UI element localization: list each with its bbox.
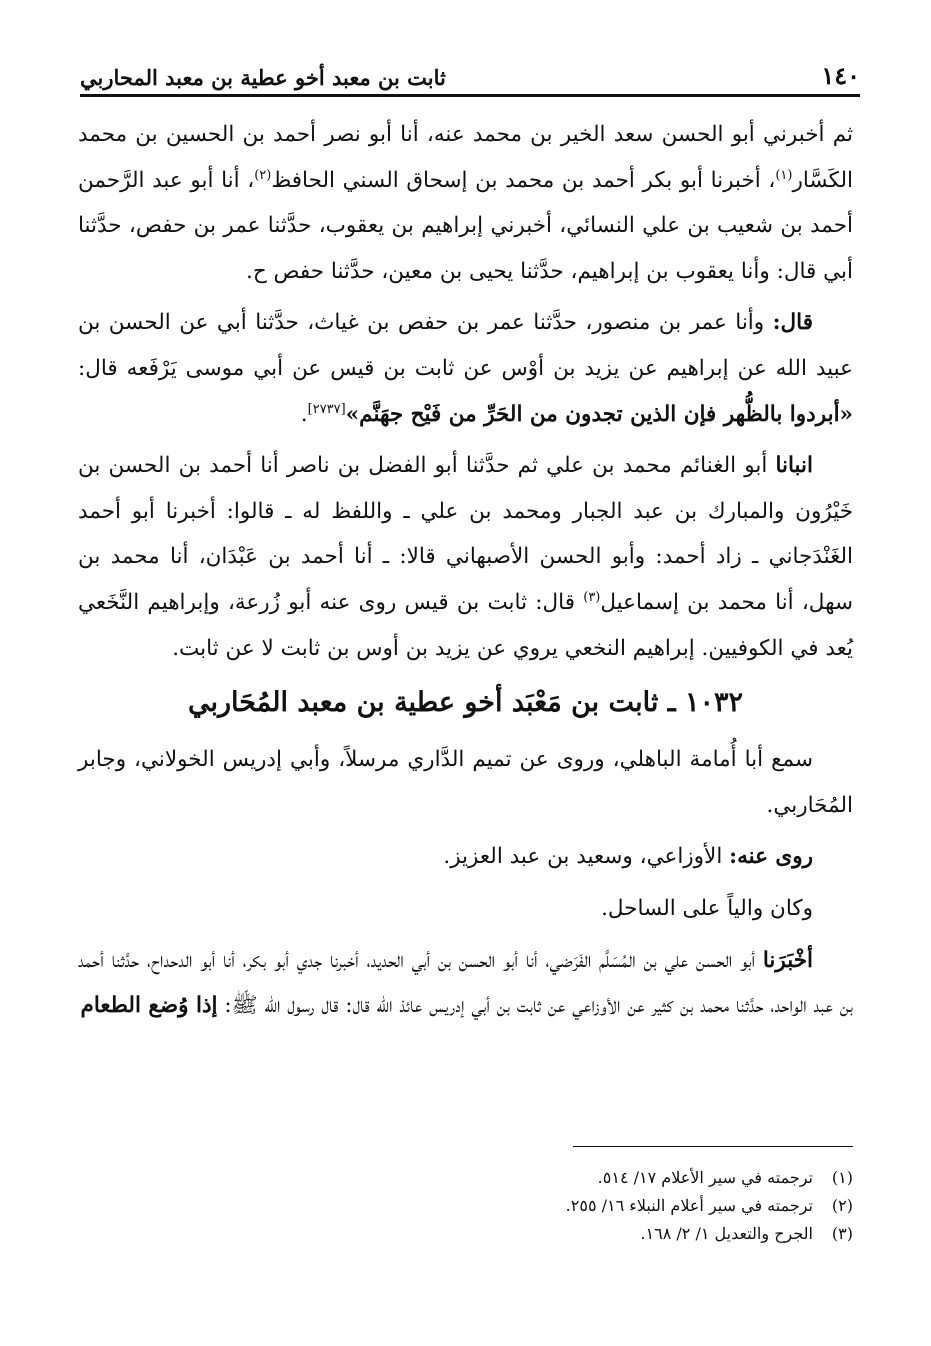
paragraph-1-text-c: ، أنا أبو عبد الرَّحمن أحمد بن شعيب بن علي النسائي، أخبرني إبراهيم بن يعقوب، حدَّثنا عمر بن حفص، حدَّثنا أبي قال: وأنا يعقوب بن إبراهيم، حدَّثنا يحيى بن معين، حدَّثنا حفص ح. [78,167,853,284]
paragraph-2-text: وأنا عمر بن منصور، حدَّثنا عمر بن حفص بن غياث، حدَّثنا أبي عن الحسن بن عبيد الله عن إبراهيم عن يزيد بن أوْس عن ثابت بن قيس عن أبي موسى يَرْفَعه قال: [78,310,853,381]
hadith-quote-1: «أبردوا بالظُّهر فإن الذين تجدون من الحَرِّ من فَيْح جهَنَّم» [345,401,853,427]
paragraph-5 [78,834,853,880]
paragraph-2-end: . [300,401,308,427]
paragraph-3 [78,443,853,671]
footnote-2-number: (٢) [831,1196,853,1215]
paragraph-6: وكان والياً على الساحل. [601,895,813,921]
paragraph-7-lead: أخْبَرَنا [762,947,813,973]
footnote-ref-3: (٣) [583,589,601,605]
footnote-3 [78,1220,853,1248]
hadith-quote-2: إذا وُضع الطعام [80,993,218,1019]
footnote-1-text: ترجمته في سير الأعلام ١٧/ ٥١٤. [597,1168,813,1187]
paragraph-7-text: أبو الحسن علي بن المُسَلَّم الفَرَضي، أنا أبو الحسن بن أبي الحديد، أخبرنا جدي أبو بكر، أنا أبو الدحداح، حدَّثنا أحمد بن عبد الواحد، حدَّثنا محمد بن كثير عن الأوزاعي عن ثابت بن أبي إدريس عائذ الله قال: قال رسول الله ﷺ: [78,947,853,1019]
footnote-1-number: (١) [831,1168,853,1187]
footnotes [78,1164,853,1248]
entry-title: ١٠٣٢ ـ ثابت بن مَعْبَد أخو عطية بن معبد المُحَاربي [187,687,744,719]
hadith-number: [٢٧٣٧] [307,401,346,417]
paragraph-7 [78,938,853,1029]
paragraph-1-text-b: ، أخبرنا أبو بكر أحمد بن محمد بن إسحاق السني الحافظ [271,167,776,193]
paragraph-2-lead: قال: [772,310,813,336]
footnote-1 [78,1164,853,1192]
paragraph-3-text-b: قال: ثابت بن قيس روى عنه أبو زُرعة، وإبراهيم النَّخَعي يُعد في الكوفيين. إبراهيم النخعي يروي عن يزيد بن أوس بن ثابت لا عن ثابت. [78,589,853,661]
footnote-divider [573,1146,853,1147]
running-header [80,52,860,97]
footnote-3-text: الجرح والتعديل ١/ ٢/ ١٦٨. [640,1224,813,1243]
footnote-2 [78,1192,853,1220]
footnote-ref-2: (٢) [254,167,272,183]
running-header-title: ثابت بن معبد أخو عطية بن معبد المحاربي [80,65,446,90]
paragraph-3-lead: انبانا [775,453,813,479]
paragraph-1 [78,112,853,294]
page-number: ١٤٠ [821,61,860,90]
footnote-3-number: (٣) [831,1224,853,1243]
paragraph-5-lead: روى عنه: [729,844,813,870]
paragraph-3-text: أبو الغنائم محمد بن علي ثم حدَّثنا أبو الفضل بن ناصر أنا أحمد بن الحسن بن خَيْرُون والمبارك بن عبد الجبار ومحمد بن علي ـ واللفظ له ـ قالوا: أخبرنا أبو أحمد الغَنْدَجاني ـ زاد أحمد: وأبو الحسن الأصبهاني قالا: ـ أنا أحمد بن عَبْدَان، أنا محمد بن سهل، أنا محمد بن إسماعيل [78,453,853,615]
main-text [78,112,853,1029]
footnote-ref-1: (١) [775,167,793,183]
paragraph-5-text: الأوزاعي، وسعيد بن عبد العزيز. [443,844,730,870]
paragraph-4: سمع أبا أُمامة الباهلي، وروى عن تميم الدَّاري مرسلاً، وأبي إدريس الخولاني، وجابر المُحَاربي. [78,747,853,818]
footnote-2-text: ترجمته في سير أعلام النبلاء ١٦/ ٢٥٥. [565,1196,813,1215]
paragraph-2 [78,300,853,437]
paragraph-1-text: ثم أخبرني أبو الحسن سعد الخير بن محمد عنه، أنا أبو نصر أحمد بن الحسين بن محمد الكَسَّار [78,122,853,193]
